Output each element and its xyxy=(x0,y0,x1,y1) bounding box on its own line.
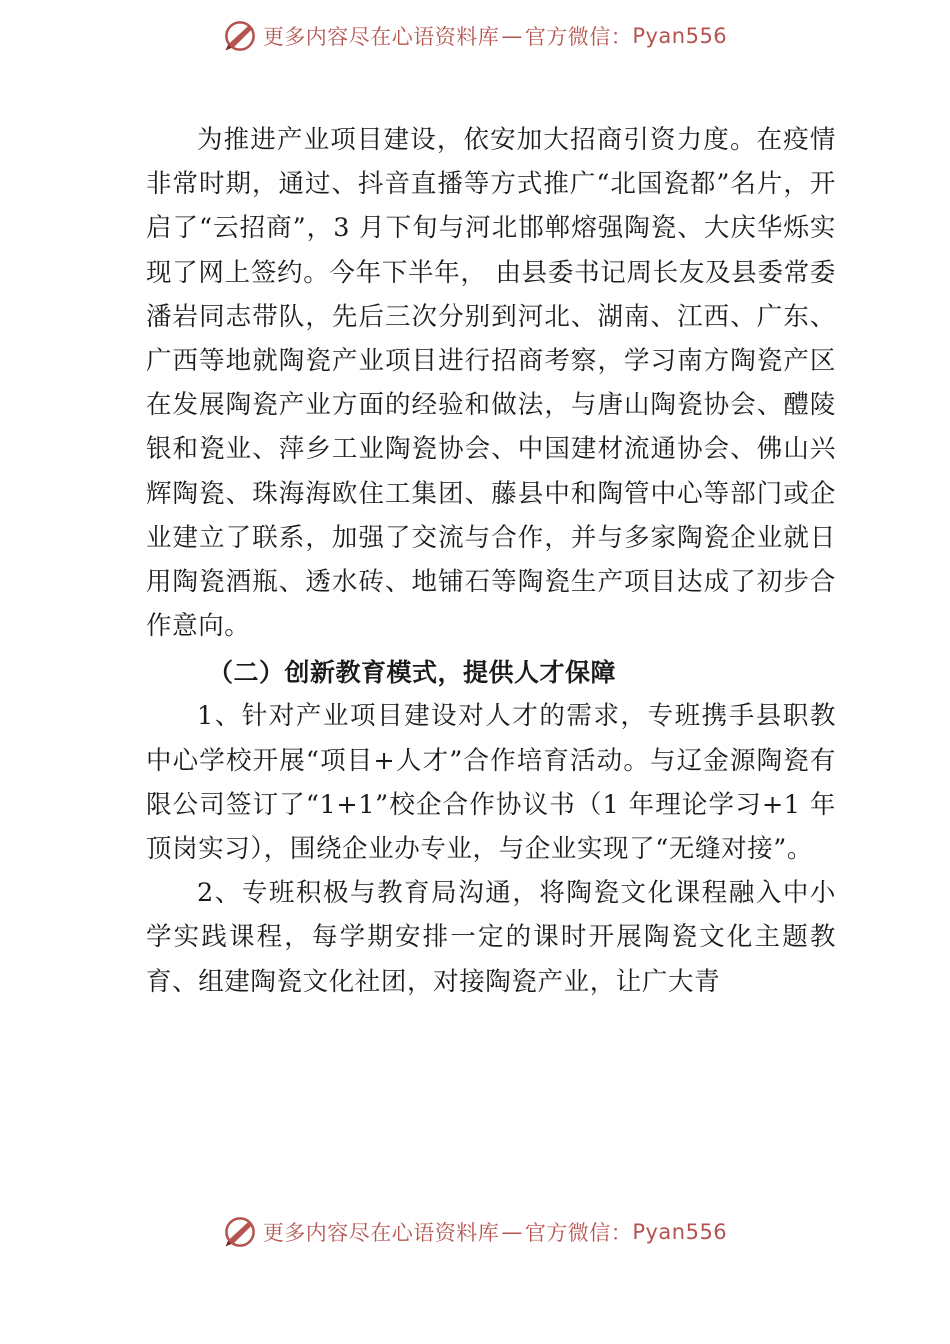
paragraph-talent-2: 2、专班积极与教育局沟通，将陶瓷文化课程融入中小学实践课程，每学期安排一定的课时开展陶瓷文化主题教育、组建陶瓷文化社团，对接陶瓷产业，让广大青 xyxy=(146,878,836,997)
watermark-label: 官方微信： xyxy=(524,1221,633,1245)
watermark-site-text: 更多内容尽在心语资料库 xyxy=(262,1221,500,1245)
paragraph-talent-1: 1、针对产业项目建设对人才的需求，专班携手县职教中心学校开展“项目+人才”合作培育活动。与辽金源陶瓷有限公司签订了“1+1”校企合作协议书（1 年理论学习+1 年顶岗实习），围绕企业办专业，与企业实现了“无缝对接”。 xyxy=(146,701,836,865)
document-body xyxy=(146,118,836,1004)
footer-watermark xyxy=(0,1212,950,1252)
watermark-wechat-id: Pyan556 xyxy=(632,24,728,48)
header-watermark xyxy=(0,16,950,56)
watermark-label: 官方微信： xyxy=(524,25,633,49)
section-heading: （二）创新教育模式，提供人才保障 xyxy=(208,658,617,688)
pen-logo-icon xyxy=(223,1215,257,1249)
watermark-dash: — xyxy=(501,1220,523,1244)
pen-logo-icon xyxy=(223,19,257,53)
watermark-site-text: 更多内容尽在心语资料库 xyxy=(262,25,500,49)
watermark-wechat-id: Pyan556 xyxy=(632,1220,728,1244)
paragraph-investment: 为推进产业项目建设，依安加大招商引资力度。在疫情非常时期，通过、抖音直播等方式推广“北国瓷都”名片，开启了“云招商”，3 月下旬与河北邯郸熔强陶瓷、大庆华烁实现了网上签约。今年下半年， 由县委书记周长友及县委常委潘岩同志带队，先后三次分别到河北、湖南、江西、广东、广西等地就陶瓷产业项目进行招商考察，学习南方陶瓷产区在发展陶瓷产业方面的经验和做法，与唐山陶瓷协会、醴陵银和瓷业、萍乡工业陶瓷协会、中国建材流通协会、佛山兴辉陶瓷、珠海海欧住工集团、藤县中和陶管中心等部门或企业建立了联系，加强了交流与合作，并与多家陶瓷企业就日用陶瓷酒瓶、透水砖、地铺石等陶瓷生产项目达成了初步合作意向。 xyxy=(146,125,836,642)
watermark-dash: — xyxy=(501,24,523,48)
